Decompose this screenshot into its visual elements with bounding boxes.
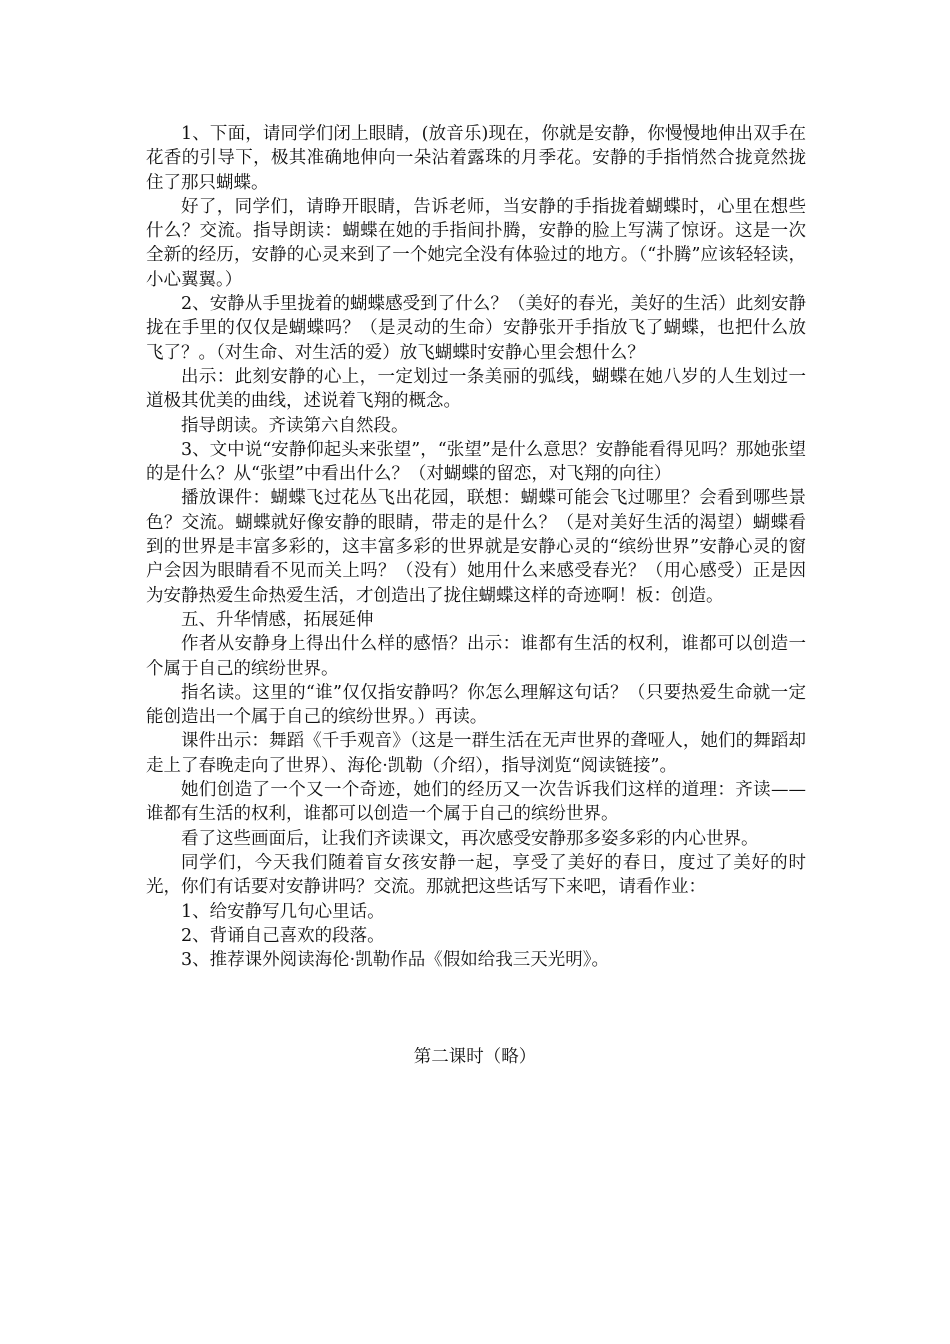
- paragraph-guided-reading: 指导朗读。齐读第六自然段。: [181, 415, 409, 436]
- paragraph-courseware: 播放课件：蝴蝶飞过花丛飞出花园，联想：蝴蝶可能会飞过哪里？会看到哪些景色？交流。蝴蝶就好像安静的眼睛，带走的是什么？（是对美好生活的渴望）蝴蝶看到的世界是丰富多彩的，这丰富多彩的世界就是安静心灵的“缤纷世界”安静心灵的窗户会因为眼睛看不见而关上吗？（没有）她用什么来感受春光？（用心感受）正是因为安静热爱生命热爱生活，才创造出了拢住蝴蝶这样的奇迹啊！板：创造。: [146, 488, 806, 606]
- paragraph-activity-3: 3、文中说“安静仰起头来张望”，“张望”是什么意思？安静能看得见吗？那她张望的是什么？从“张望”中看出什么？（对蝴蝶的留恋，对飞翔的向往）: [146, 439, 806, 485]
- paragraph-homework-intro: 同学们，今天我们随着盲女孩安静一起，享受了美好的春日，度过了美好的时光，你们有话要对安静讲吗？交流。那就把这些话写下来吧，请看作业：: [146, 852, 806, 898]
- paragraph-read-together: 看了这些画面后，让我们齐读课文，再次感受安静那多姿多彩的内心世界。: [181, 828, 759, 849]
- homework-item-3: 3、推荐课外阅读海伦·凯勒作品《假如给我三天光明》。: [181, 950, 609, 971]
- lesson-body-text: [146, 122, 806, 972]
- paragraph-activity-1: 1、下面，请同学们闭上眼睛，(放音乐)现在，你就是安静，你慢慢地伸出双手在花香的引导下，极其准确地伸向一朵沾着露珠的月季花。安静的手指悄然合拢竟然拢住了那只蝴蝶。: [146, 124, 806, 193]
- paragraph-reading-by-name: 指名读。这里的“谁”仅仅指安静吗？你怎么理解这句话？（只要热爱生命就一定能创造出一个属于自己的缤纷世界。）再读。: [146, 682, 806, 728]
- paragraph-activity-2: 2、安静从手里拢着的蝴蝶感受到了什么？（美好的春光，美好的生活）此刻安静拢在手里的仅仅是蝴蝶吗？（是灵动的生命）安静张开手指放飞了蝴蝶，也把什么放飞了？。（对生命、对生活的爱）放飞蝴蝶时安静心里会想什么？: [146, 294, 806, 363]
- paragraph-discussion: 好了，同学们，请睁开眼睛，告诉老师，当安静的手指拢着蝴蝶时，心里在想些什么？交流。指导朗读：蝴蝶在她的手指间扑腾，安静的脸上写满了惊讶。这是一次全新的经历，安静的心灵来到了一个她完全没有体验过的地方。（“扑腾”应该轻轻读，小心翼翼。）: [146, 196, 806, 290]
- section-heading-five: 五、升华情感，拓展延伸: [181, 609, 374, 630]
- second-lesson-heading: 第二课时（略）: [413, 1047, 537, 1067]
- paragraph-display-text: 出示：此刻安静的心上，一定划过一条美丽的弧线，蝴蝶在她八岁的人生划过一道极其优美的曲线，述说着飞翔的概念。: [146, 366, 806, 412]
- paragraph-miracles: 她们创造了一个又一个奇迹，她们的经历又一次告诉我们这样的道理：齐读——谁都有生活的权利，谁都可以创造一个属于自己的缤纷世界。: [146, 780, 806, 825]
- paragraph-author-insight: 作者从安静身上得出什么样的感悟？出示：谁都有生活的权利，谁都可以创造一个属于自己的缤纷世界。: [146, 634, 806, 679]
- homework-item-1: 1、给安静写几句心里话。: [181, 901, 385, 922]
- paragraph-courseware-dance: 课件出示：舞蹈《千手观音》（这是一群生活在无声世界的聋哑人，她们的舞蹈却走上了春晚走向了世界）、海伦·凯勒（介绍），指导浏览“阅读链接”。: [146, 731, 806, 776]
- homework-item-2: 2、背诵自己喜欢的段落。: [181, 925, 385, 946]
